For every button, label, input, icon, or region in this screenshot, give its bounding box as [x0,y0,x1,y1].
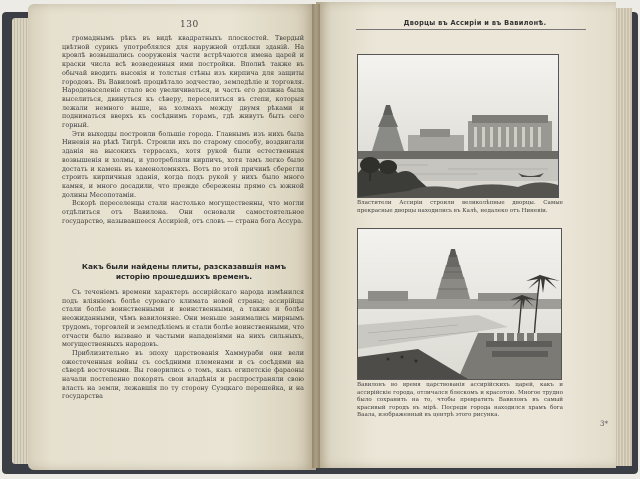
paragraph: Эти выходцы построили большіе города. Главнымъ изъ нихъ была Ниневія на рѣкѣ Тигрѣ. Строили ихъ по старому способу, воздвигали зданія на высокихъ террасахъ, хотя рукой были естественныя возвышенія и холмы, и употребляли кирпичъ, хотя тамъ легко было достать и камень въ каменоломняхъ. Вотъ по этой причинѣ сберегли строить кирпичныя зданія, когда подъ рукой у нихъ было много камня, и много досадили, что прежде сбережены прямо съ южной долины Месопотаміи. [62,129,304,199]
paragraph: Вскорѣ переселенцы стали настолько могущественны, что могли отдѣлиться отъ Вавилона. Они основали самостоятельное государство, называвшееся Ассиріей, отъ словъ — страна бога Ассура. [62,199,304,225]
book-gutter [312,4,320,468]
left-text-bottom [62,288,304,401]
left-page-number: 130 [180,20,199,30]
paragraph: Приблизительно въ эпоху царствованія Хаммураби они вели ожесточенныя войны съ сосѣдними племенами и съ сосѣдями на сѣверѣ восточными. Вы говорились о томъ, какъ египетскіе фараоны начали постепенно покорять свои владѣнія и распространяли свою власть на земли, лежавшія по ту сторону Суэцкаго перешейка, и на государства [62,348,304,401]
caption-text: Властители Ассиріи строили великолѣпные дворцы. Самые прекрасные дворцы находились въ Калѣ, недалеко отъ Ниневіи. [357,200,563,214]
assyrian-palace-illustration [357,54,559,198]
section-heading: Какъ были найдены плиты, разсказавшія намъ исторію прошедшихъ временъ. [81,262,287,281]
caption-text: Вавилонъ во время царствованія ассирійскихъ царей, какъ и ассирійскіе города, отличался блескомъ и красотою. Многое трудно было сохранить на то, чтобы превратить Вавилонъ въ самый красивый городъ въ мірѣ. Посреди города находился храмъ бога Ваала, изображенный въ центрѣ этого рисунка. [357,382,563,419]
paragraph: Съ теченіемъ времени характеръ ассирійскаго народа измѣнился подъ вліяніемъ болѣе суроваго климата новой страны; ассирійцы стали болѣе воинственными и воинственными, а также и болѣе неожиданными, чѣмъ вавилоняне. Они меньше занимались мирнымъ трудомъ, торговлей и земледѣліемъ и стали болѣе воинственными, что отчасти было вызвано и частыми нападеніями на нихъ сильныхъ, могущественныхъ народовъ. [62,288,304,349]
babylon-illustration [357,228,562,380]
palace-engraving [358,55,558,197]
left-text-top [62,34,304,225]
babylon-engraving [358,229,561,379]
title-rule [356,29,586,30]
paragraph: громаднымъ рѣкъ въ видѣ квадратныхъ плоскостей. Твердый цвѣтной сурикъ употреблялся для наружной отдѣлки зданій. На кровлѣ возвышались сооруженія части встрѣчаются имена царей и краски числа всѣ возведенныя ими постройки. Вполнѣ также въ обычай вводить высокія и толстыя стѣны изъ кирпича для защиты городовъ. Въ Вавилонѣ процвѣтало зодчество, земледѣліе и торговля. Народонаселеніе стало все увеличиваться, и часть его должна была выселиться, двинуться къ сѣверу, переселиться въ степи, которыя лежали немного выше, на холмахъ между двумя рѣками и подниматься вверхъ къ сосѣднимъ горамъ, гдѣ живутъ быть сего горный. [62,34,304,130]
caption-bottom [357,382,563,420]
right-page-title: Дворцы въ Ассиріи и въ Вавилонѣ. [403,19,547,27]
signature-mark: 3* [600,420,608,428]
caption-top [357,200,563,215]
